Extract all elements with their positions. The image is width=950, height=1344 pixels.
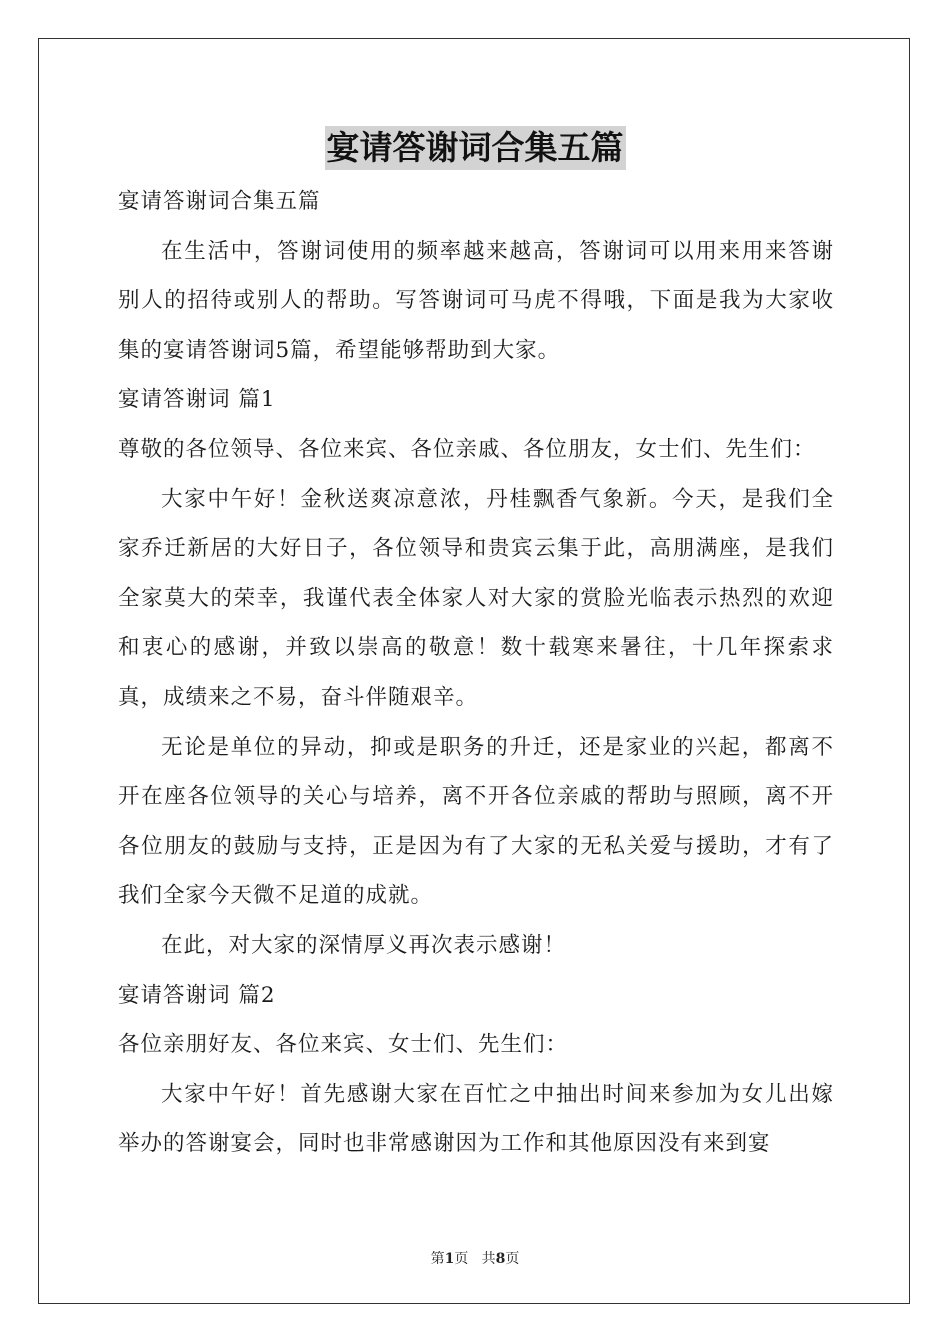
section-line: 宴请答谢词 篇2 [118, 982, 276, 1008]
document-title: 宴请答谢词合集五篇 [325, 126, 626, 170]
document-body [118, 177, 834, 1169]
body-paragraph: 在此，对大家的深情厚义再次表示感谢！ [161, 932, 567, 958]
title-container [0, 126, 950, 170]
footer-current-page: 1 [444, 1251, 455, 1267]
section-line: 尊敬的各位领导、各位来宾、各位亲戚、各位朋友，女士们、先生们： [118, 436, 816, 462]
footer-total-prefix: 共 [481, 1251, 496, 1267]
body-paragraph: 大家中午好！金秋送爽凉意浓，丹桂飘香气象新。今天，是我们全家乔迁新居的大好日子，各位领导和贵宾云集于此，高朋满座，是我们全家莫大的荣幸，我谨代表全体家人对大家的赏脸光临表示热烈的欢迎和衷心的感谢，并致以崇高的敬意！数十载寒来暑往，十几年探索求真，成绩来之不易，奋斗伴随艰辛。 [118, 486, 834, 710]
body-paragraph: 在生活中，答谢词使用的频率越来越高，答谢词可以用来用来答谢别人的招待或别人的帮助。写答谢词可马虎不得哦，下面是我为大家收集的宴请答谢词5篇，希望能够帮助到大家。 [118, 238, 834, 363]
footer-total-pages: 8 [495, 1251, 506, 1267]
footer-page-prefix: 第 [430, 1251, 445, 1267]
section-line: 宴请答谢词 篇1 [118, 387, 276, 413]
footer-total-unit: 页 [505, 1251, 520, 1267]
page-footer [0, 1248, 950, 1268]
body-paragraph: 无论是单位的异动，抑或是职务的升迁，还是家业的兴起，都离不开在座各位领导的关心与培养，离不开各位亲戚的帮助与照顾，离不开各位朋友的鼓励与支持，正是因为有了大家的无私关爱与援助，才有了我们全家今天微不足道的成就。 [118, 734, 834, 909]
section-line: 各位亲朋好友、各位来宾、女士们、先生们： [118, 1032, 569, 1058]
section-line: 宴请答谢词合集五篇 [118, 189, 321, 214]
footer-page-unit: 页 [454, 1251, 469, 1267]
body-paragraph: 大家中午好！首先感谢大家在百忙之中抽出时间来参加为女儿出嫁举办的答谢宴会，同时也非常感谢因为工作和其他原因没有来到宴 [118, 1081, 834, 1157]
